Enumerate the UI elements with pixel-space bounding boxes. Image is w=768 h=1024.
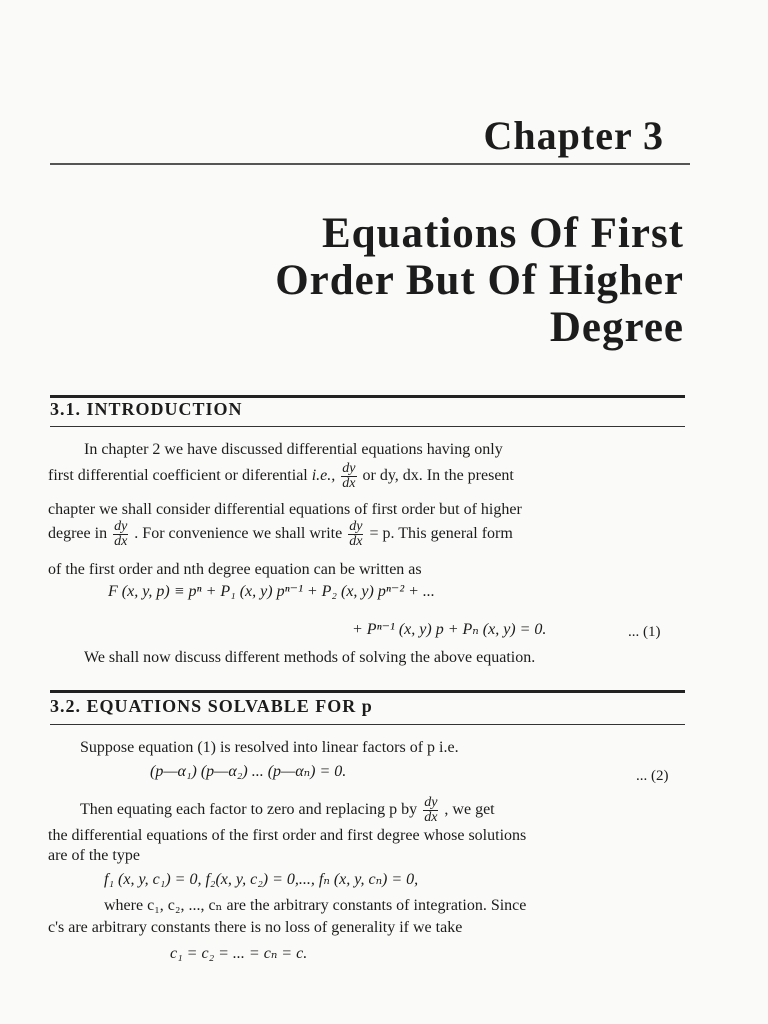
sec2-line-2 [80,796,495,825]
section-2-heading: 3.2. EQUATIONS SOLVABLE FOR p [50,696,373,716]
equation-2-number: ... (2) [636,768,669,784]
title-line-2: Order But Of Higher [275,257,684,304]
intro-line-4 [48,520,513,549]
intro-line-2-c: or dy, dx. In the present [362,467,514,485]
sec2-line-6: c's are arbitrary constants there is no loss of generality if we take [48,919,463,936]
sec2-line-2-a: Then equating each factor to zero and replacing p by [80,801,418,819]
sec2-line-1: Suppose equation (1) is resolved into linear factors of p i.e. [80,739,459,756]
equation-4: c₁ = c₂ = ... = cₙ = c. [170,945,308,962]
intro-line-6: We shall now discuss different methods of solving the above equation. [84,649,536,666]
intro-line-2 [48,462,514,491]
dy-dx-fraction [341,462,356,491]
intro-line-4-c: = p. This general form [369,525,513,543]
intro-line-4-a: degree in [48,525,108,543]
intro-line-2-a: first differential coefficient or diferential [48,467,308,485]
frac-den: dx [342,476,356,491]
section-1-rule-top [50,395,685,398]
frac-num-2: dy [114,519,128,534]
intro-line-5: of the first order and nth degree equation can be written as [48,561,422,578]
equation-2: (p—α₁) (p—α₂) ... (p—αₙ) = 0. [150,763,347,780]
intro-line-1: In chapter 2 we have discussed differential equations having only [84,441,503,458]
equation-3: f₁ (x, y, c₁) = 0, f₂(x, y, c₂) = 0,..., fₙ (x, y, cₙ) = 0, [104,871,419,888]
frac-den-2: dx [114,534,128,549]
sec2-line-4: are of the type [48,847,140,864]
section-1-heading: 3.1. INTRODUCTION [50,399,243,419]
frac-num-4: dy [424,795,438,810]
title-line-1: Equations Of First [321,210,684,257]
section-2-rule-bottom [50,724,685,725]
frac-den-4: dx [424,810,438,825]
dy-dx-fraction-3 [348,520,363,549]
frac-den-3: dx [349,534,363,549]
section-2-rule-top [50,690,685,693]
equation-1-number: ... (1) [628,624,661,640]
sec2-line-3: the differential equations of the first order and first degree whose solutions [48,827,527,844]
chapter-title [84,210,684,351]
section-1-rule-bottom [50,426,685,427]
equation-1-part-a: F (x, y, p) ≡ pⁿ + P₁ (x, y) pⁿ⁻¹ + P₂ (x, y) pⁿ⁻² + ... [108,583,435,600]
sec2-line-2-b: , we get [444,801,495,819]
equation-1-part-b: + Pⁿ⁻¹ (x, y) p + Pₙ (x, y) = 0. [352,621,547,638]
frac-num-3: dy [349,519,363,534]
sec2-line-5: where c₁, c₂, ..., cₙ are the arbitrary constants of integration. Since [104,897,527,914]
intro-line-4-b: . For convenience we shall write [134,525,343,543]
intro-line-2-b: i.e., [311,467,336,485]
frac-num: dy [342,461,356,476]
title-line-3: Degree [549,304,684,351]
dy-dx-fraction-2 [113,520,128,549]
chapter-rule [50,163,690,165]
dy-dx-fraction-4 [423,796,438,825]
chapter-label: Chapter 3 [483,113,664,158]
intro-line-3: chapter we shall consider differential equations of first order but of higher [48,501,522,518]
